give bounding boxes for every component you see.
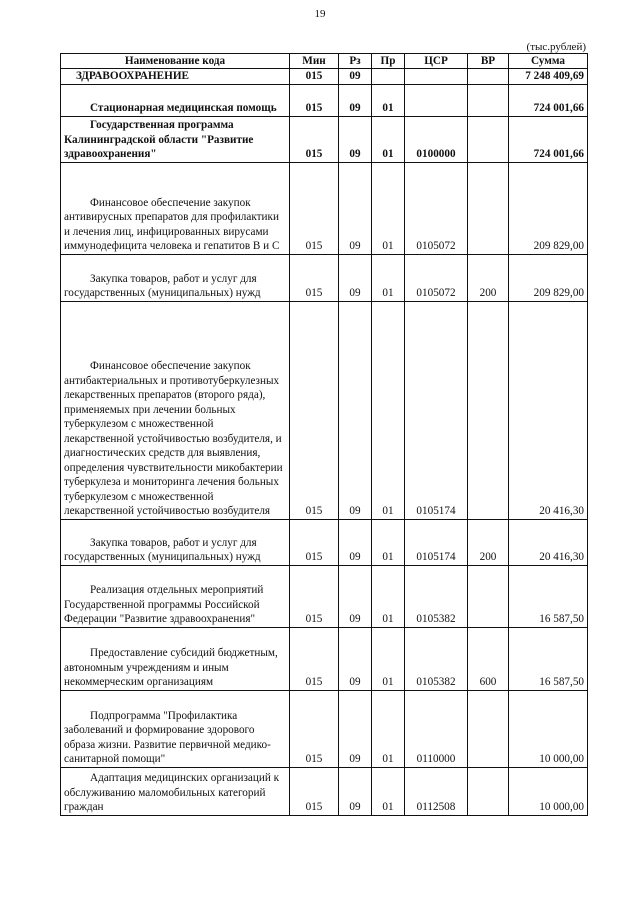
row-rz: 09: [339, 116, 372, 162]
page-number: 19: [314, 8, 326, 20]
row-name: Предоставление субсидий бюджетным, автономным учреждениям и иным некоммерческим организациям: [61, 627, 290, 690]
row-vr: [468, 116, 509, 162]
row-pr: 01: [372, 162, 405, 254]
row-rz: 09: [339, 254, 372, 301]
row-rz: 09: [339, 84, 372, 116]
row-vr: 200: [468, 254, 509, 301]
row-name: Подпрограмма "Профилактика заболеваний и формирование здорового образа жизни. Развитие первичной медико-санитарной помощи": [61, 690, 290, 767]
row-rz: 09: [339, 519, 372, 565]
table-row: [61, 690, 588, 767]
row-csr: 0112508: [405, 767, 468, 815]
row-vr: [468, 565, 509, 627]
row-csr: 0100000: [405, 116, 468, 162]
row-min: 015: [290, 301, 339, 519]
row-rz: 09: [339, 565, 372, 627]
row-sum: 10 000,00: [509, 767, 588, 815]
row-csr: 0105072: [405, 254, 468, 301]
row-name: Стационарная медицинская помощь: [61, 84, 290, 116]
row-name: Закупка товаров, работ и услуг для государственных (муниципальных) нужд: [61, 519, 290, 565]
row-sum: 16 587,50: [509, 565, 588, 627]
table-row: [61, 627, 588, 690]
row-pr: 01: [372, 690, 405, 767]
row-pr: 01: [372, 116, 405, 162]
row-name: Реализация отдельных мероприятий Государственной программы Российской Федерации "Развитие здравоохранения": [61, 565, 290, 627]
row-vr: 600: [468, 627, 509, 690]
row-pr: 01: [372, 301, 405, 519]
row-vr: [468, 69, 509, 85]
row-csr: 0105174: [405, 519, 468, 565]
row-csr: 0105382: [405, 627, 468, 690]
row-sum: 209 829,00: [509, 162, 588, 254]
row-min: 015: [290, 69, 339, 85]
row-sum: 7 248 409,69: [509, 69, 588, 85]
col-header-rz: Рз: [339, 54, 372, 69]
row-vr: [468, 84, 509, 116]
col-header-sum: Сумма: [509, 54, 588, 69]
row-sum: 724 001,66: [509, 84, 588, 116]
table-row: [61, 767, 588, 815]
row-sum: 20 416,30: [509, 301, 588, 519]
row-rz: 09: [339, 162, 372, 254]
row-min: 015: [290, 84, 339, 116]
row-csr: 0105382: [405, 565, 468, 627]
row-sum: 10 000,00: [509, 690, 588, 767]
row-min: 015: [290, 519, 339, 565]
row-csr: [405, 69, 468, 85]
table-row: [61, 162, 588, 254]
row-csr: 0110000: [405, 690, 468, 767]
row-pr: 01: [372, 254, 405, 301]
table-row: [61, 116, 588, 162]
row-csr: [405, 84, 468, 116]
row-name: Адаптация медицинских организаций к обслуживанию маломобильных категорий граждан: [61, 767, 290, 815]
row-name: ЗДРАВООХРАНЕНИЕ: [61, 69, 290, 85]
row-pr: 01: [372, 767, 405, 815]
table-row: [61, 84, 588, 116]
table-row: [61, 519, 588, 565]
row-sum: 724 001,66: [509, 116, 588, 162]
row-pr: 01: [372, 84, 405, 116]
row-rz: 09: [339, 690, 372, 767]
row-rz: 09: [339, 69, 372, 85]
row-min: 015: [290, 767, 339, 815]
row-sum: 209 829,00: [509, 254, 588, 301]
row-pr: 01: [372, 565, 405, 627]
row-min: 015: [290, 116, 339, 162]
row-pr: 01: [372, 519, 405, 565]
units-note: (тыс.рублей): [526, 41, 586, 53]
row-vr: 200: [468, 519, 509, 565]
table-row: [61, 301, 588, 519]
row-rz: 09: [339, 627, 372, 690]
row-rz: 09: [339, 767, 372, 815]
col-header-csr: ЦСР: [405, 54, 468, 69]
row-vr: [468, 767, 509, 815]
row-pr: [372, 69, 405, 85]
row-pr: 01: [372, 627, 405, 690]
row-name: Закупка товаров, работ и услуг для государственных (муниципальных) нужд: [61, 254, 290, 301]
col-header-min: Мин: [290, 54, 339, 69]
row-vr: [468, 301, 509, 519]
row-rz: 09: [339, 301, 372, 519]
row-name: Финансовое обеспечение закупок антибактериальных и противотуберкулезных лекарственных препаратов (второго ряда), применяемых при лечении больных туберкулезом с множественной лекарственной устойчивостью возбудителя, и диагностических средств для выявления, определения чувствительности микобактерии туберкулеза и мониторинга лечения больных туберкулезом с множественной лекарственной устойчивостью возбудителя: [61, 301, 290, 519]
row-min: 015: [290, 565, 339, 627]
budget-table: [60, 53, 588, 816]
row-name: Финансовое обеспечение закупок антивирусных препаратов для профилактики и лечения лиц, инфицированных вирусами иммунодефицита человека и гепатитов В и С: [61, 162, 290, 254]
table-row: [61, 69, 588, 85]
row-sum: 20 416,30: [509, 519, 588, 565]
row-csr: 0105072: [405, 162, 468, 254]
row-vr: [468, 162, 509, 254]
row-min: 015: [290, 627, 339, 690]
row-csr: 0105174: [405, 301, 468, 519]
table-header-row: [61, 54, 588, 69]
row-min: 015: [290, 254, 339, 301]
col-header-pr: Пр: [372, 54, 405, 69]
table-row: [61, 254, 588, 301]
row-min: 015: [290, 690, 339, 767]
row-name: Государственная программа Калининградской области "Развитие здравоохранения": [61, 116, 290, 162]
col-header-name: Наименование кода: [61, 54, 290, 69]
table-row: [61, 565, 588, 627]
row-sum: 16 587,50: [509, 627, 588, 690]
row-vr: [468, 690, 509, 767]
row-min: 015: [290, 162, 339, 254]
col-header-vr: ВР: [468, 54, 509, 69]
